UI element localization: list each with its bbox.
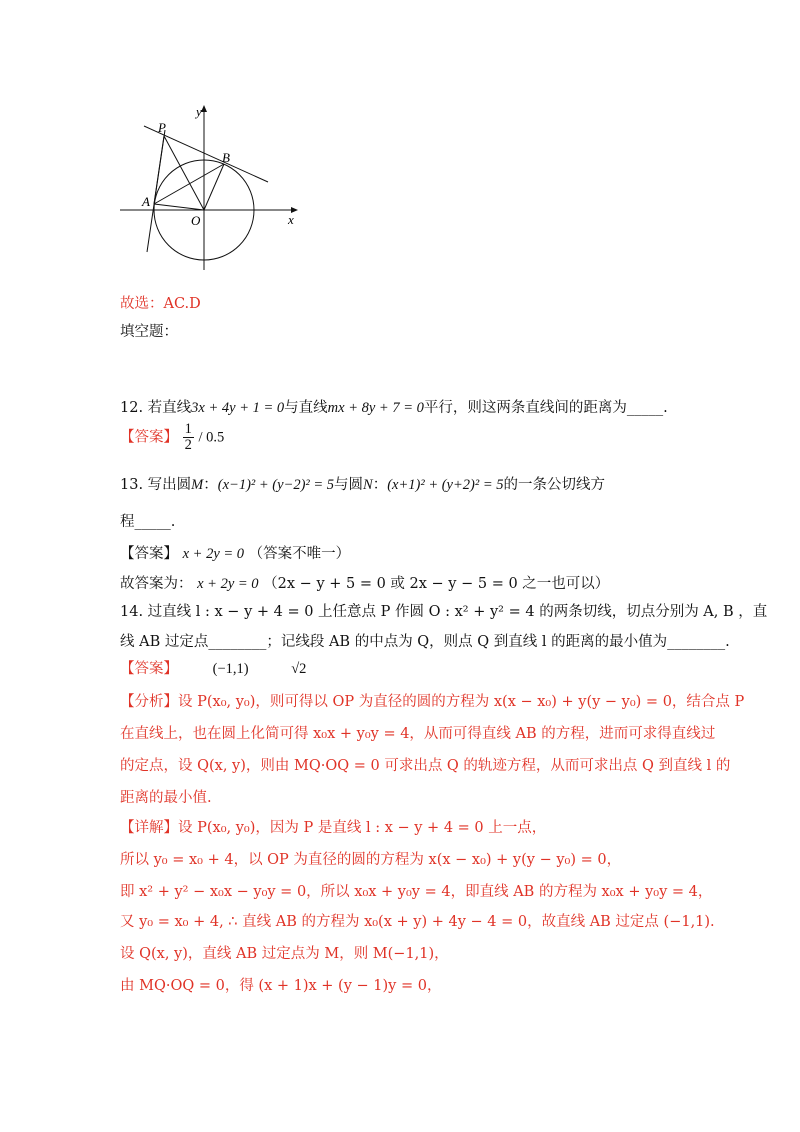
q12-text-c: 平行，则这两条直线间的距离为: [423, 400, 627, 416]
q13-colon-2: ：: [372, 477, 388, 493]
q14-solution-line-5: 设 Q(x, y)，直线 AB 过定点为 M，则 M(−1,1)，: [120, 946, 449, 962]
question-14: [120, 600, 767, 621]
q13-circle-n: N: [363, 477, 373, 493]
question-13: [120, 473, 605, 494]
q14-answer-2: √2: [291, 661, 307, 677]
q14-solution-line-4: 又 y₀ = x₀ + 4, ∴ 直线 AB 的方程为 x₀(x + y) + 4y − 4 = 0，故直线 AB 过定点 (−1,1).: [120, 914, 715, 930]
q13-so-label: 故答案为：: [120, 576, 193, 592]
q12-text-b: 与直线: [284, 400, 328, 416]
geometry-figure: [118, 102, 308, 272]
q14-number: 14.: [120, 604, 144, 620]
label-o: O: [191, 213, 201, 228]
q13-colon-1: ：: [203, 477, 218, 493]
question-13-cont: [120, 510, 175, 531]
q14-answer: [120, 657, 306, 678]
q13-text-a: 写出圆: [147, 477, 192, 493]
q13-blank: _____: [134, 514, 171, 530]
segment-oa: [154, 204, 204, 210]
q12-answer-label: 【答案】: [120, 429, 178, 446]
label-x: x: [288, 212, 294, 227]
q13-text-b: 与圆: [334, 477, 364, 493]
q13-answer: [120, 542, 350, 563]
q12-answer-fraction: [183, 422, 194, 453]
q13-so-note: （2x − y + 5 = 0 或 2x − y − 5 = 0 之一也可以）: [263, 576, 610, 592]
question-12: [120, 396, 668, 417]
segment-pa: [154, 136, 164, 204]
q13-answer-label: 【答案】: [120, 546, 178, 562]
q13-circle-m: M: [191, 477, 204, 493]
q14-answer-label: 【答案】: [120, 661, 178, 677]
q12-text-a: 若直线: [147, 400, 192, 416]
q14-solution-line-1: 【详解】设 P(x₀, y₀)，因为 P 是直线 l : x − y + 4 = 0 上一点，: [120, 820, 547, 836]
q12-end: .: [663, 400, 668, 416]
q14-analysis-line-2: 在直线上，也在圆上化简可得 x₀x + y₀y = 4，从而可得直线 AB 的方程，进而可求得直线过: [120, 726, 716, 742]
q13-text-c: 的一条公切线方: [503, 477, 605, 493]
q12-eq1: 3x + 4y + 1 = 0: [191, 400, 285, 416]
q12-eq2: mx + 8y + 7 = 0: [327, 400, 424, 416]
q14-analysis-line-3: 的定点，设 Q(x, y)，则由 MQ·OQ = 0 可求出点 Q 的轨迹方程，从而可求出点 Q 到直线 l 的: [120, 758, 731, 774]
q13-so-answer: [120, 572, 609, 593]
y-axis-arrow: [201, 105, 207, 112]
q13-answer-note: （答案不唯一）: [248, 546, 351, 562]
q12-answer-numerator: 1: [184, 421, 192, 437]
q12-answer: [120, 422, 224, 453]
q14-analysis-line-4: 距离的最小值.: [120, 790, 212, 806]
q13-eq-m: (x−1)² + (y−2)² = 5: [217, 477, 335, 493]
segment-ab: [154, 164, 224, 204]
q12-blank: _____: [626, 400, 664, 416]
q13-answer-eq: x + 2y = 0: [182, 546, 245, 562]
q14-solution-line-6: 由 MQ·OQ = 0，得 (x + 1)x + (y − 1)y = 0，: [120, 978, 442, 994]
q13-number: 13.: [120, 477, 144, 493]
q13-eq-n: (x+1)² + (y+2)² = 5: [387, 477, 504, 493]
q12-answer-alt: / 0.5: [198, 429, 225, 446]
q14-analysis-line-1: 【分析】设 P(x₀, y₀)，则可得以 OP 为直径的圆的方程为 x(x − x₀) + y(y − y₀) = 0，结合点 P: [120, 694, 745, 710]
q13-text-d: 程: [120, 514, 135, 530]
label-b: B: [222, 150, 230, 165]
q14-answer-1: (−1,1): [212, 661, 249, 677]
question-14-cont: 线 AB 过定点________；记线段 AB 的中点为 Q，则点 Q 到直线 l 的距离的最小值为________.: [120, 634, 730, 650]
q14-solution-line-2: 所以 y₀ = x₀ + 4，以 OP 为直径的圆的方程为 x(x − x₀) + y(y − y₀) = 0，: [120, 852, 622, 868]
q14-solution-line-3: 即 x² + y² − x₀x − y₀y = 0，所以 x₀x + y₀y = 4，即直线 AB 的方程为 x₀x + y₀y = 4，: [120, 884, 713, 900]
q12-number: 12.: [120, 400, 144, 416]
previous-answer: 故选：AC.D: [120, 296, 201, 312]
q13-so-eq: x + 2y = 0: [197, 576, 259, 592]
label-y: y: [196, 104, 202, 119]
q14-line-1: 过直线 l : x − y + 4 = 0 上任意点 P 作圆 O : x² + y² = 4 的两条切线，切点分别为 A, B ，直: [147, 604, 768, 620]
label-a: A: [142, 194, 150, 209]
q12-answer-denominator: 2: [184, 437, 192, 453]
q13-end: .: [170, 514, 176, 530]
section-title: 填空题：: [120, 324, 178, 340]
segment-ob: [204, 164, 224, 210]
label-p: P: [158, 120, 166, 135]
